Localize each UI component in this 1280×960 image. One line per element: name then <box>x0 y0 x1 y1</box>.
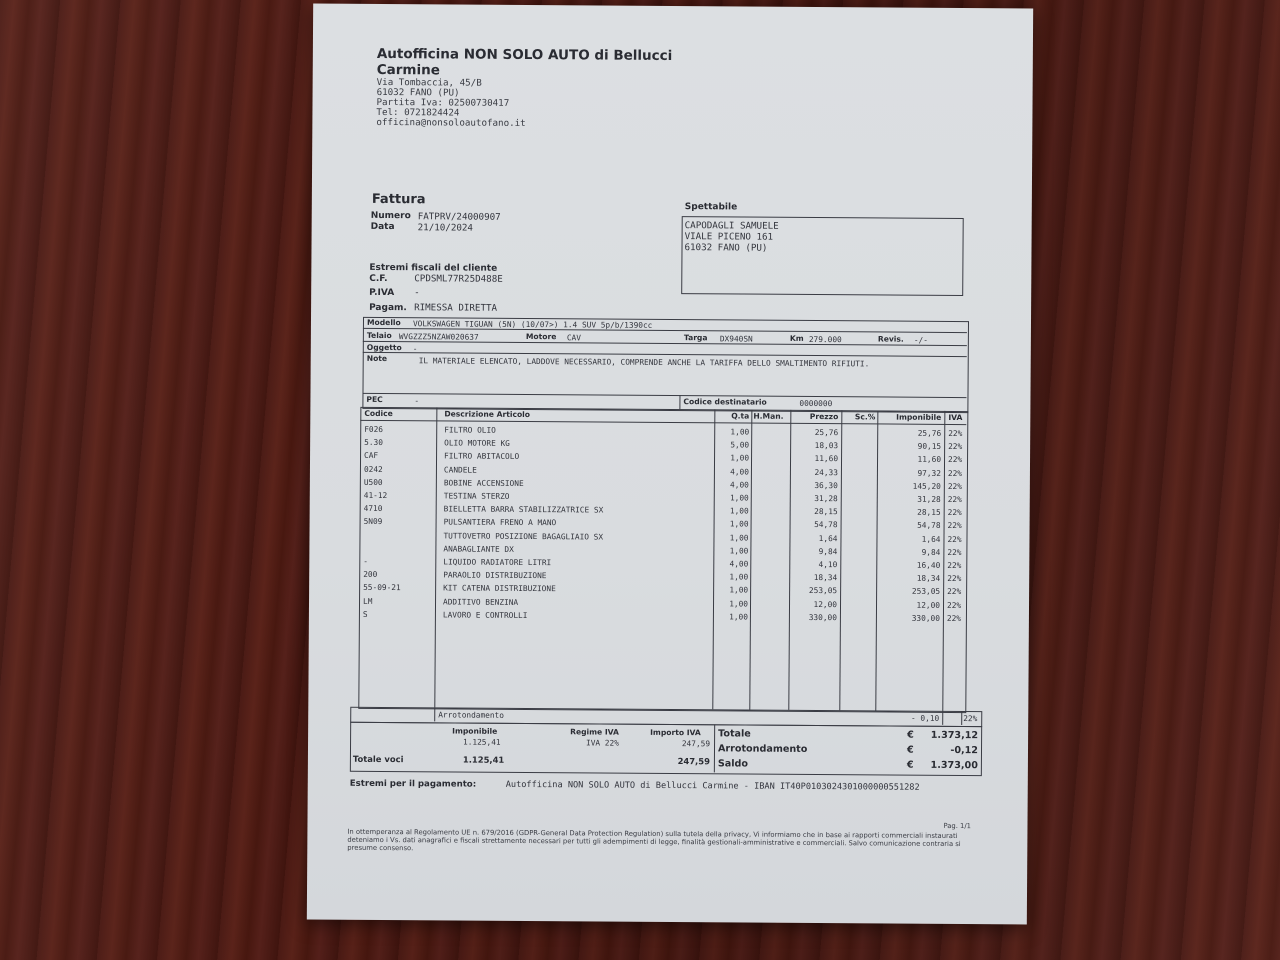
table-cell-qta: 1,00 <box>729 572 749 582</box>
table-cell-prezzo: 9,84 <box>818 546 838 556</box>
col-sc: Sc.% <box>854 412 876 422</box>
km-value: 279.000 <box>808 334 842 345</box>
codice-dest-value: 0000000 <box>799 398 833 409</box>
payment-text: Autofficina NON SOLO AUTO di Bellucci Carmine - IBAN IT40P0103024301000000551282 <box>505 779 920 793</box>
table-cell-qta: 4,00 <box>730 467 749 477</box>
company-name-line2: Carmine <box>376 61 440 79</box>
totale-currency: € <box>907 729 914 741</box>
table-cell-prezzo: 253,05 <box>808 586 838 596</box>
table-cell-descrizione: KIT CATENA DISTRIBUZIONE <box>443 583 556 594</box>
table-cell-descrizione: LAVORO E CONTROLLI <box>442 610 528 620</box>
table-cell-qta: 1,00 <box>729 519 749 529</box>
pec-label: PEC <box>366 394 383 404</box>
note-label: Note <box>366 353 388 364</box>
table-cell-descrizione: ANABAGLIANTE DX <box>443 544 514 554</box>
table-cell-prezzo: 36,30 <box>814 480 838 490</box>
arrotondamento-value: - 0,10 <box>911 713 940 723</box>
table-cell-codice: 55-09-21 <box>363 583 401 593</box>
table-cell-descrizione: LIQUIDO RADIATORE LITRI <box>443 557 552 568</box>
summary-imponibile-label: Imponibile <box>452 726 498 736</box>
company-name-line1: Autofficina NON SOLO AUTO di Bellucci <box>376 45 673 65</box>
table-cell-iva: 22% <box>948 455 963 465</box>
table-cell-qta: 5,00 <box>730 440 750 450</box>
saldo-currency: € <box>906 759 914 771</box>
recipient-name: CAPODAGLI SAMUELE <box>684 220 779 232</box>
piva-label: P.IVA <box>369 287 395 299</box>
table-cell-qta: 1,00 <box>729 533 749 543</box>
table-cell-qta: 1,00 <box>729 599 749 609</box>
recipient-label: Spettabile <box>684 202 738 213</box>
table-cell-imponibile: 11,60 <box>917 455 942 465</box>
piva-value: - <box>414 287 420 299</box>
arrotondamento-label: Arrotondamento <box>438 710 504 720</box>
table-cell-imponibile: 9,84 <box>921 547 941 557</box>
totale-voci-label: Totale voci <box>352 753 404 765</box>
table-cell-descrizione: ADDITIVO BENZINA <box>443 597 519 607</box>
table-cell-prezzo: 11,60 <box>814 454 839 464</box>
col-codice: Codice <box>364 408 393 419</box>
table-cell-codice: 4710 <box>363 504 383 514</box>
arrot-label: Arrotondamento <box>717 743 808 755</box>
targa-value: DX940SN <box>719 334 753 344</box>
table-cell-imponibile: 25,76 <box>917 428 942 438</box>
table-cell-iva: 22% <box>947 547 962 557</box>
table-cell-iva: 22% <box>947 481 962 491</box>
table-cell-qta: 1,00 <box>729 506 749 516</box>
table-cell-prezzo: 24,33 <box>814 467 838 477</box>
col-descrizione: Descrizione Articolo <box>444 409 531 420</box>
table-cell-descrizione: TESTINA STERZO <box>443 491 510 501</box>
pagam-label: Pagam. <box>369 302 407 314</box>
table-cell-prezzo: 25,76 <box>814 428 839 438</box>
cf-label: C.F. <box>369 273 388 285</box>
table-cell-codice: CAF <box>364 451 379 461</box>
table-cell-iva: 22% <box>947 521 962 531</box>
table-cell-prezzo: 18,34 <box>813 573 838 583</box>
table-cell-prezzo: 18,03 <box>814 441 839 451</box>
table-cell-codice: U500 <box>363 477 383 487</box>
motore-label: Motore <box>525 331 557 342</box>
table-cell-prezzo: 4,10 <box>818 560 838 570</box>
table-cell-descrizione: CANDELE <box>443 465 477 475</box>
recipient-street: VIALE PICENO 161 <box>684 231 774 243</box>
summary-importo-label: Importo IVA <box>650 727 701 738</box>
table-cell-descrizione: PULSANTIERA FRENO A MANO <box>443 517 557 528</box>
summary-regime: IVA 22% <box>586 738 619 748</box>
invoice-date-label: Data <box>370 221 395 233</box>
table-cell-iva: 22% <box>947 560 962 571</box>
table-cell-imponibile: 1,64 <box>921 534 941 544</box>
table-cell-imponibile: 12,00 <box>916 600 941 610</box>
table-cell-imponibile: 16,40 <box>916 560 941 570</box>
page-number: Pag. 1/1 <box>943 821 972 831</box>
col-prezzo: Prezzo <box>809 411 839 422</box>
col-imponibile: Imponibile <box>896 412 942 422</box>
modello-label: Modello <box>366 317 401 328</box>
summary-regime-label: Regime IVA <box>570 727 619 737</box>
col-hman: H.Man. <box>753 411 784 421</box>
table-cell-descrizione: FILTRO OLIO <box>444 425 496 435</box>
table-cell-prezzo: 54,78 <box>814 520 838 530</box>
note-value: IL MATERIALE ELENCATO, LADDOVE NECESSARIO, COMPRENDE ANCHE LA TARIFFA DELLO SMALTIMENTO RIFIUTI. <box>418 356 870 369</box>
invoice-date: 21/10/2024 <box>417 222 474 234</box>
table-cell-qta: 1,00 <box>729 546 749 556</box>
payment-label: Estremi per il pagamento: <box>349 778 477 790</box>
table-cell-imponibile: 330,00 <box>911 613 940 623</box>
company-address: Via Tombaccia, 45/B <box>376 76 482 89</box>
arrotondamento-iva: 22% <box>963 714 978 724</box>
saldo-label: Saldo <box>717 758 749 770</box>
table-cell-qta: 1,00 <box>729 493 749 503</box>
table-cell-imponibile: 90,15 <box>917 441 942 452</box>
table-cell-descrizione: OLIO MOTORE KG <box>444 438 510 449</box>
company-vat: Partita Iva: 02500730417 <box>376 96 510 109</box>
privacy-notice: In ottemperanza al Regolamento UE n. 679/2016 (GDPR-General Data Protection Regulation) sulla tutela della privacy, Vi informiamo che in base ai rapporti commerciali instaurati deteniamo i Vs. dati anagrafici e fiscali strettamente necessari per tutti gli adempimenti di legge, finalità gestionali-amministrative e commerciali. Salvo comunicazione contraria si presume consenso. <box>347 827 961 853</box>
invoice-number: FATPRV/24000907 <box>417 211 501 223</box>
arrot-currency: € <box>906 744 914 756</box>
pagam-value: RIMESSA DIRETTA <box>414 302 498 314</box>
invoice-number-label: Numero <box>370 210 411 222</box>
table-cell-qta: 1,00 <box>730 453 750 463</box>
table-cell-codice: - <box>363 556 369 566</box>
table-cell-codice: LM <box>363 596 373 606</box>
table-cell-prezzo: 330,00 <box>808 612 837 622</box>
table-cell-prezzo: 1,64 <box>818 533 838 543</box>
company-city: 61032 FANO (PU) <box>376 86 460 99</box>
table-cell-prezzo: 12,00 <box>813 599 838 609</box>
table-cell-descrizione: BIELLETTA BARRA STABILIZZATRICE SX <box>443 504 604 515</box>
table-cell-qta: 4,00 <box>730 480 749 490</box>
totale-value: 1.373,12 <box>930 729 979 742</box>
totale-voci-iva: 247,59 <box>677 756 710 767</box>
col-iva: IVA <box>948 412 963 423</box>
table-cell-prezzo: 31,28 <box>814 494 838 504</box>
table-cell-descrizione: TUTTOVETRO POSIZIONE BAGAGLIAIO SX <box>443 531 604 542</box>
table-cell-codice: 200 <box>363 570 378 580</box>
table-cell-qta: 1,00 <box>729 585 749 595</box>
summary-imponibile: 1.125,41 <box>463 737 501 747</box>
table-cell-descrizione: BOBINE ACCENSIONE <box>443 478 524 488</box>
table-cell-iva: 22% <box>946 600 962 610</box>
table-cell-iva: 22% <box>947 508 962 518</box>
table-cell-codice: 5N09 <box>363 517 383 527</box>
table-cell-iva: 22% <box>947 494 962 505</box>
summary-importo: 247,59 <box>681 739 711 749</box>
arrot-value: -0,12 <box>950 744 979 757</box>
motore-value: CAV <box>566 333 582 343</box>
table-cell-iva: 22% <box>947 534 962 544</box>
table-cell-codice: F026 <box>364 424 384 434</box>
revis-label: Revis. <box>877 334 904 344</box>
fiscal-title: Estremi fiscali del cliente <box>369 262 498 274</box>
revis-value: -/- <box>913 335 928 345</box>
telaio-label: Telaio <box>366 330 392 341</box>
table-cell-imponibile: 28,15 <box>917 507 941 518</box>
oggetto-label: Oggetto <box>366 342 402 353</box>
saldo-value: 1.373,00 <box>930 759 978 772</box>
col-qta: Q.ta <box>731 411 750 421</box>
table-cell-codice: 0242 <box>363 464 383 474</box>
table-cell-imponibile: 18,34 <box>916 573 941 584</box>
table-cell-prezzo: 28,15 <box>814 507 838 517</box>
table-cell-codice: 41-12 <box>363 490 388 501</box>
table-cell-imponibile: 145,20 <box>912 481 941 491</box>
table-cell-qta: 4,00 <box>729 559 749 569</box>
invoice-paper <box>307 3 1033 924</box>
table-cell-descrizione: PARAOLIO DISTRIBUZIONE <box>443 570 547 581</box>
table-cell-iva: 22% <box>947 468 963 478</box>
km-label: Km <box>789 333 804 343</box>
telaio-value: WVGZZZ5NZAW020637 <box>398 332 479 342</box>
table-cell-imponibile: 54,78 <box>917 521 941 531</box>
table-cell-iva: 22% <box>947 587 962 597</box>
table-cell-imponibile: 97,32 <box>917 468 941 478</box>
pec-value: - <box>414 396 420 406</box>
table-cell-iva: 22% <box>946 613 962 623</box>
table-cell-imponibile: 31,28 <box>917 494 941 504</box>
recipient-city: 61032 FANO (PU) <box>684 242 768 254</box>
company-email: officina@nonsoloautofano.it <box>376 116 526 129</box>
table-cell-qta: 1,00 <box>729 612 748 622</box>
invoice-title: Fattura <box>371 191 426 208</box>
company-tel: Tel: 0721824424 <box>376 106 460 119</box>
oggetto-value: - <box>412 344 418 354</box>
totale-voci-imponibile: 1.125,41 <box>462 754 505 765</box>
table-cell-imponibile: 253,05 <box>911 587 941 597</box>
table-cell-descrizione: FILTRO ABITACOLO <box>444 451 520 462</box>
codice-dest-label: Codice destinatario <box>683 397 767 407</box>
table-cell-iva: 22% <box>948 428 963 439</box>
totale-label: Totale <box>718 728 751 740</box>
table-cell-iva: 22% <box>948 442 963 452</box>
table-cell-codice: S <box>362 609 368 619</box>
targa-label: Targa <box>683 333 708 343</box>
table-cell-iva: 22% <box>947 574 962 584</box>
cf-value: CPDSML77R25D488E <box>414 273 503 285</box>
items-rows <box>313 3 1033 8</box>
table-cell-codice: 5.30 <box>364 438 383 448</box>
modello-value: VOLKSWAGEN TIGUAN (5N) (10/07>) 1.4 SUV 5p/b/1390cc <box>412 319 653 330</box>
table-cell-qta: 1,00 <box>730 427 750 437</box>
